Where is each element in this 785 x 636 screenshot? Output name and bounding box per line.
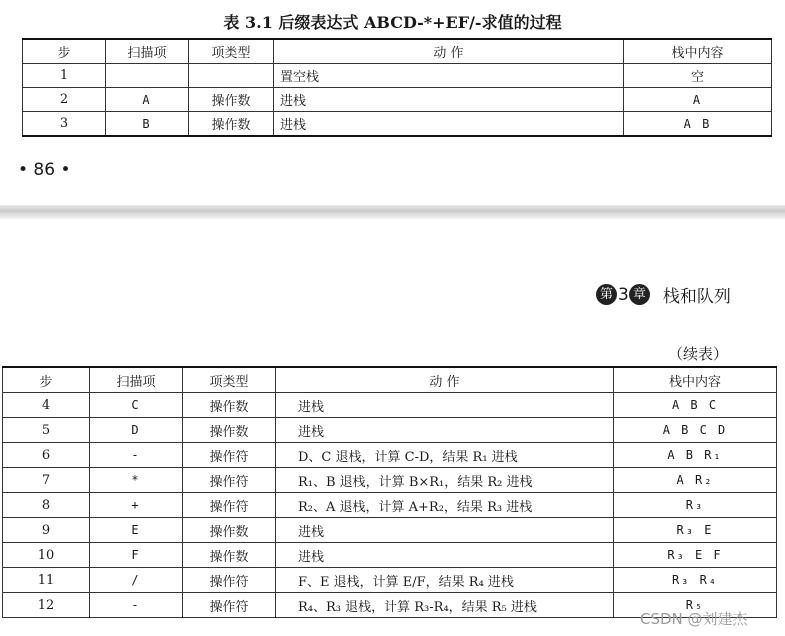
chapter-badge-left: 第 bbox=[596, 284, 617, 305]
cell-stack-content: A bbox=[624, 88, 772, 112]
cell-scan-item: A bbox=[106, 88, 189, 112]
cell-action: R₄、R₃ 退栈，计算 R₃-R₄，结果 R₅ 进栈 bbox=[276, 593, 614, 618]
header-action: 动 作 bbox=[276, 367, 614, 393]
cell-scan-item: F bbox=[90, 543, 183, 568]
cell-item-type: 操作符 bbox=[183, 593, 276, 618]
cell-item-type: 操作数 bbox=[183, 418, 276, 443]
cell-stack-content: A B C D bbox=[614, 418, 777, 443]
page-separator bbox=[0, 205, 785, 219]
header-item-type: 项类型 bbox=[183, 367, 276, 393]
cell-scan-item: * bbox=[90, 468, 183, 493]
cell-stack-content: A B bbox=[624, 112, 772, 137]
cell-item-type bbox=[189, 64, 274, 88]
cell-item-type: 操作符 bbox=[183, 443, 276, 468]
cell-scan-item: + bbox=[90, 493, 183, 518]
cell-action: F、E 退栈，计算 E/F，结果 R₄ 进栈 bbox=[276, 568, 614, 593]
cell-stack-content: R₃ R₄ bbox=[614, 568, 777, 593]
cell-step: 11 bbox=[3, 568, 90, 593]
cell-item-type: 操作符 bbox=[183, 568, 276, 593]
cell-stack-content: A B C bbox=[614, 393, 777, 418]
table1-header-row bbox=[23, 39, 772, 64]
cell-scan-item: E bbox=[90, 518, 183, 543]
cell-scan-item: B bbox=[106, 112, 189, 137]
cell-step: 3 bbox=[23, 112, 106, 137]
table-row bbox=[23, 64, 772, 88]
cell-step: 12 bbox=[3, 593, 90, 618]
table-row bbox=[23, 112, 772, 137]
header-stack-content: 栈中内容 bbox=[614, 367, 777, 393]
cell-action: 进栈 bbox=[276, 418, 614, 443]
cell-action: R₁、B 退栈，计算 B×R₁，结果 R₂ 进栈 bbox=[276, 468, 614, 493]
header-item-type: 项类型 bbox=[189, 39, 274, 64]
cell-stack-content: A R₂ bbox=[614, 468, 777, 493]
cell-item-type: 操作数 bbox=[183, 518, 276, 543]
cell-step: 1 bbox=[23, 64, 106, 88]
cell-scan-item: / bbox=[90, 568, 183, 593]
table1 bbox=[22, 38, 772, 137]
table2-header-row bbox=[3, 367, 777, 393]
cell-action: 置空栈 bbox=[274, 64, 624, 88]
chapter-number: 3 bbox=[618, 284, 629, 305]
cell-item-type: 操作数 bbox=[183, 393, 276, 418]
table-row bbox=[3, 543, 777, 568]
cell-action: 进栈 bbox=[276, 393, 614, 418]
cell-scan-item: D bbox=[90, 418, 183, 443]
table-row bbox=[3, 493, 777, 518]
cell-step: 8 bbox=[3, 493, 90, 518]
table-row bbox=[23, 88, 772, 112]
header-scan-item: 扫描项 bbox=[90, 367, 183, 393]
cell-stack-content: 空 bbox=[624, 64, 772, 88]
cell-item-type: 操作数 bbox=[189, 112, 274, 137]
chapter-heading bbox=[596, 282, 731, 307]
header-step: 步 bbox=[3, 367, 90, 393]
cell-scan-item: - bbox=[90, 443, 183, 468]
table-row bbox=[3, 443, 777, 468]
cell-scan-item: C bbox=[90, 393, 183, 418]
cell-item-type: 操作数 bbox=[183, 543, 276, 568]
cell-stack-content: R₃ E F bbox=[614, 543, 777, 568]
page-number: • 86 • bbox=[18, 160, 71, 180]
cell-stack-content: R₃ bbox=[614, 493, 777, 518]
chapter-title: 栈和队列 bbox=[662, 287, 731, 307]
cell-step: 4 bbox=[3, 393, 90, 418]
cell-step: 10 bbox=[3, 543, 90, 568]
header-stack-content: 栈中内容 bbox=[624, 39, 772, 64]
cell-step: 7 bbox=[3, 468, 90, 493]
cell-action: 进栈 bbox=[276, 543, 614, 568]
cell-scan-item bbox=[106, 64, 189, 88]
cell-action: 进栈 bbox=[274, 88, 624, 112]
cell-stack-content: A B R₁ bbox=[614, 443, 777, 468]
cell-item-type: 操作符 bbox=[183, 493, 276, 518]
chapter-badge-right: 章 bbox=[629, 284, 650, 305]
cell-action: D、C 退栈，计算 C-D，结果 R₁ 进栈 bbox=[276, 443, 614, 468]
table1-caption: 表 3.1 后缀表达式 ABCD-*+EF/-求值的过程 bbox=[223, 13, 562, 32]
header-action: 动 作 bbox=[274, 39, 624, 64]
cell-step: 2 bbox=[23, 88, 106, 112]
cell-stack-content: R₃ E bbox=[614, 518, 777, 543]
cell-action: R₂、A 退栈，计算 A+R₂，结果 R₃ 进栈 bbox=[276, 493, 614, 518]
header-scan-item: 扫描项 bbox=[106, 39, 189, 64]
cell-step: 5 bbox=[3, 418, 90, 443]
cell-item-type: 操作符 bbox=[183, 468, 276, 493]
table-row bbox=[3, 468, 777, 493]
header-step: 步 bbox=[23, 39, 106, 64]
cell-stack-content: R₅ bbox=[614, 593, 777, 618]
table-row bbox=[3, 568, 777, 593]
table-row bbox=[3, 393, 777, 418]
table-row bbox=[3, 418, 777, 443]
cell-action: 进栈 bbox=[274, 112, 624, 137]
table2 bbox=[2, 366, 777, 618]
watermark: CSDN @刘建杰 bbox=[640, 610, 748, 628]
cell-step: 9 bbox=[3, 518, 90, 543]
cell-step: 6 bbox=[3, 443, 90, 468]
cell-action: 进栈 bbox=[276, 518, 614, 543]
cell-item-type: 操作数 bbox=[189, 88, 274, 112]
cell-scan-item: - bbox=[90, 593, 183, 618]
table-row bbox=[3, 518, 777, 543]
continued-label: （续表） bbox=[668, 345, 729, 363]
